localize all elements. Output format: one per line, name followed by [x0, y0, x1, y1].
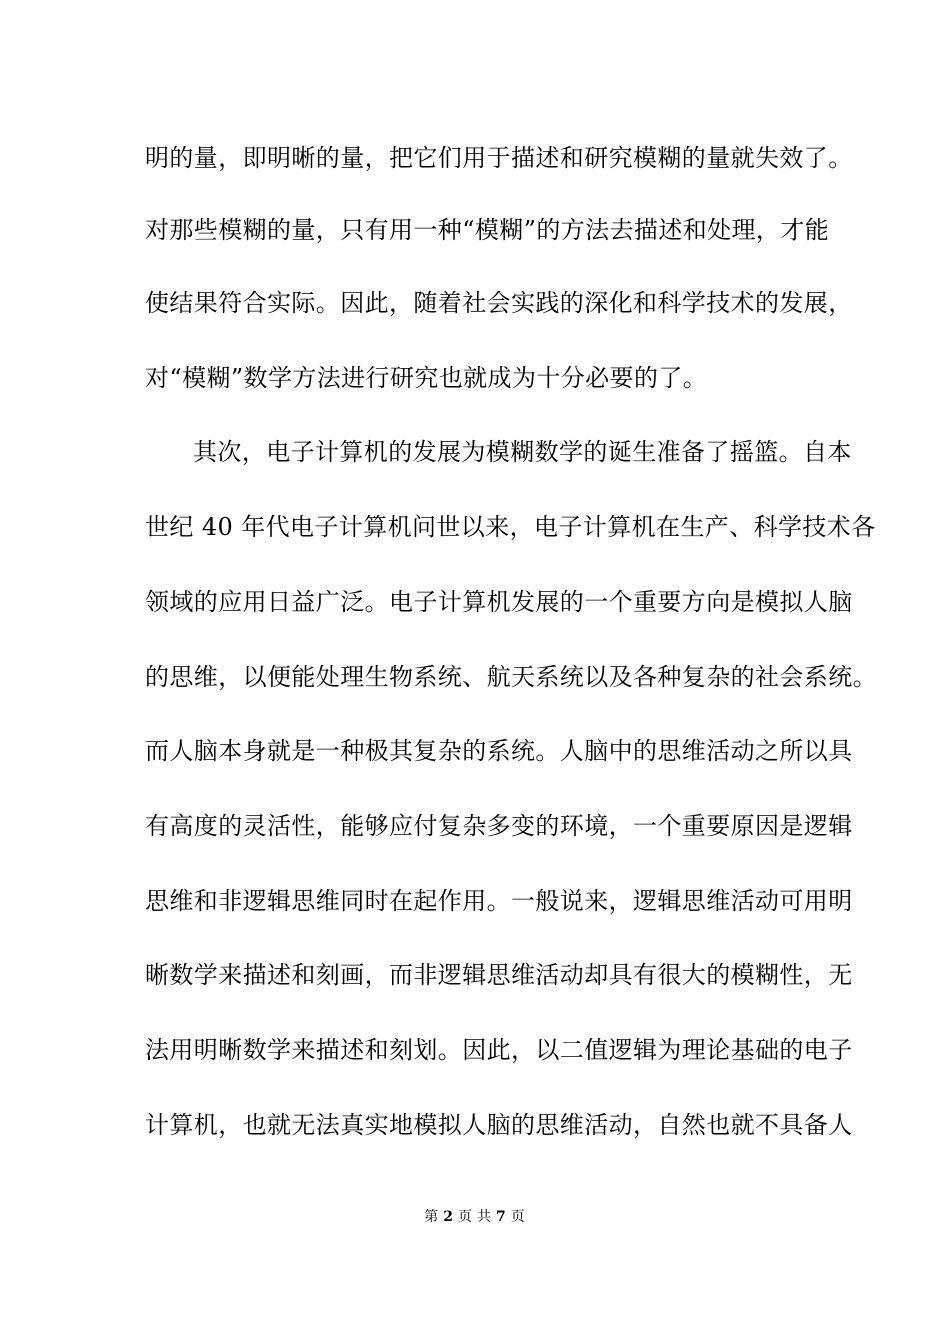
text-line: 明的量，即明晰的量，把它们用于描述和研究模糊的量就失效了。 [145, 144, 853, 172]
text-line: 思维和非逻辑思维同时在起作用。一般说来，逻辑思维活动可用明 [145, 887, 853, 915]
text-line: 领域的应用日益广泛。电子计算机发展的一个重要方向是模拟人脑 [145, 588, 853, 616]
text-line: 对“模糊”数学方法进行研究也就成为十分必要的了。 [145, 364, 708, 392]
footer-total-word: 共 [477, 1209, 492, 1225]
text-line: 晰数学来描述和刻画，而非逻辑思维活动却具有很大的模糊性，无 [145, 961, 853, 989]
footer-page-word: 页 [458, 1209, 473, 1225]
text-line: 而人脑本身就是一种极其复杂的系统。人脑中的思维活动之所以具 [145, 737, 853, 765]
text-line: 法用明晰数学来描述和刻划。因此，以二值逻辑为理论基础的电子 [145, 1036, 853, 1064]
text-line: 世纪 40 年代电子计算机问世以来，电子计算机在生产、科学技术各 [145, 513, 876, 541]
text-line: 的思维，以便能处理生物系统、航天系统以及各种复杂的社会系统。 [145, 663, 877, 691]
footer-suffix: 页 [510, 1209, 526, 1225]
footer-prefix: 第 [424, 1209, 440, 1225]
paragraph-first-line: 其次，电子计算机的发展为模糊数学的诞生准备了摇篮。自本 [193, 438, 852, 466]
text-line: 计算机，也就无法真实地模拟人脑的思维活动，自然也就不具备人 [145, 1111, 853, 1139]
text-line: 使结果符合实际。因此，随着社会实践的深化和科学技术的发展， [145, 289, 853, 317]
text-line: 有高度的灵活性，能够应付复杂多变的环境，一个重要原因是逻辑 [145, 812, 853, 840]
total-pages-number: 7 [496, 1209, 507, 1225]
text-line: 对那些模糊的量，只有用一种“模糊”的方法去描述和处理，才能 [145, 216, 830, 244]
current-page-number: 2 [443, 1209, 454, 1225]
page-number-footer [0, 1208, 950, 1226]
